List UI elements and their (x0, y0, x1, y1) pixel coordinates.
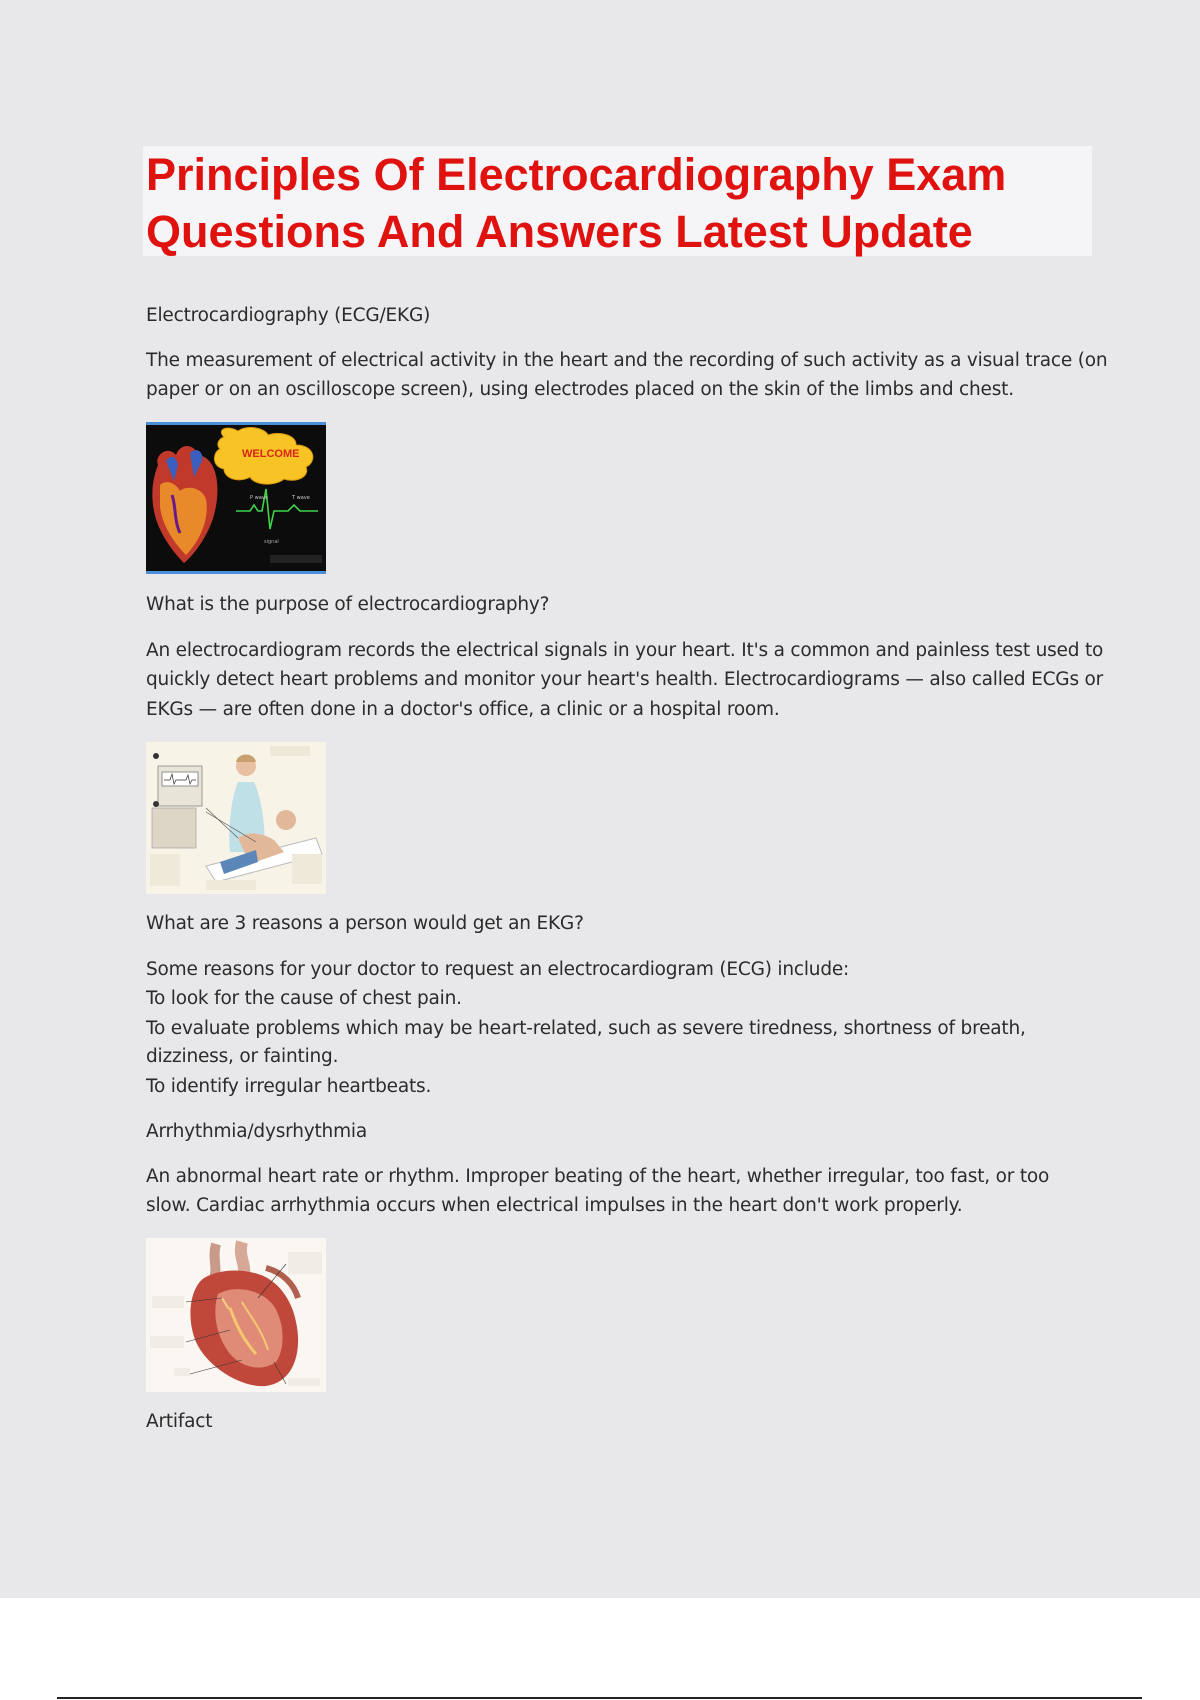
patient-ecg-procedure-image (146, 742, 326, 894)
answer-3-line-1: Some reasons for your doctor to request an electrocardiogram (ECG) include: (146, 959, 850, 980)
document-title-line-1: Principles Of Electrocardiography Exam (146, 149, 1007, 200)
patient-ecg-illustration (146, 742, 326, 894)
heart-conduction-anatomy-image (146, 1238, 326, 1392)
footer-divider (57, 1697, 1142, 1699)
answer-3-line-5: To identify irregular heartbeats. (146, 1076, 432, 1097)
answer-2-line-3: EKGs — are often done in a doctor's office, a clinic or a hospital room. (146, 699, 780, 720)
svg-text:signal: signal (264, 539, 279, 545)
answer-2-line-1: An electrocardiogram records the electrical signals in your heart. It's a common and painless test used to (146, 640, 1104, 661)
question-2: What is the purpose of electrocardiography? (146, 594, 550, 615)
heart-ecg-welcome-image (146, 422, 326, 574)
answer-2-line-2: quickly detect heart problems and monitor your heart's health. Electrocardiograms — also called ECGs or (146, 669, 1104, 690)
answer-3-line-3: To evaluate problems which may be heart-related, such as severe tiredness, shortness of breath, (146, 1018, 1026, 1039)
question-4: Arrhythmia/dysrhythmia (146, 1121, 367, 1142)
heart-anatomy-illustration (146, 1238, 326, 1392)
svg-text:T wave: T wave (292, 495, 310, 501)
heart-ecg-illustration (146, 425, 326, 571)
question-5: Artifact (146, 1411, 213, 1432)
document-title-line-2: Questions And Answers Latest Update (146, 206, 973, 257)
answer-3-line-2: To look for the cause of chest pain. (146, 988, 462, 1009)
answer-1-line-2: paper or on an oscilloscope screen), using electrodes placed on the skin of the limbs and chest. (146, 379, 1014, 400)
question-1: Electrocardiography (ECG/EKG) (146, 305, 431, 326)
question-3: What are 3 reasons a person would get an EKG? (146, 913, 584, 934)
answer-3-line-4: dizziness, or fainting. (146, 1046, 339, 1067)
welcome-text: WELCOME (242, 448, 300, 460)
answer-4-line-2: slow. Cardiac arrhythmia occurs when electrical impulses in the heart don't work properly. (146, 1195, 963, 1216)
svg-text:P wave: P wave (250, 495, 268, 501)
answer-1-line-1: The measurement of electrical activity in the heart and the recording of such activity as a visual trace (on (146, 350, 1108, 371)
answer-4-line-1: An abnormal heart rate or rhythm. Improper beating of the heart, whether irregular, too fast, or too (146, 1166, 1050, 1187)
